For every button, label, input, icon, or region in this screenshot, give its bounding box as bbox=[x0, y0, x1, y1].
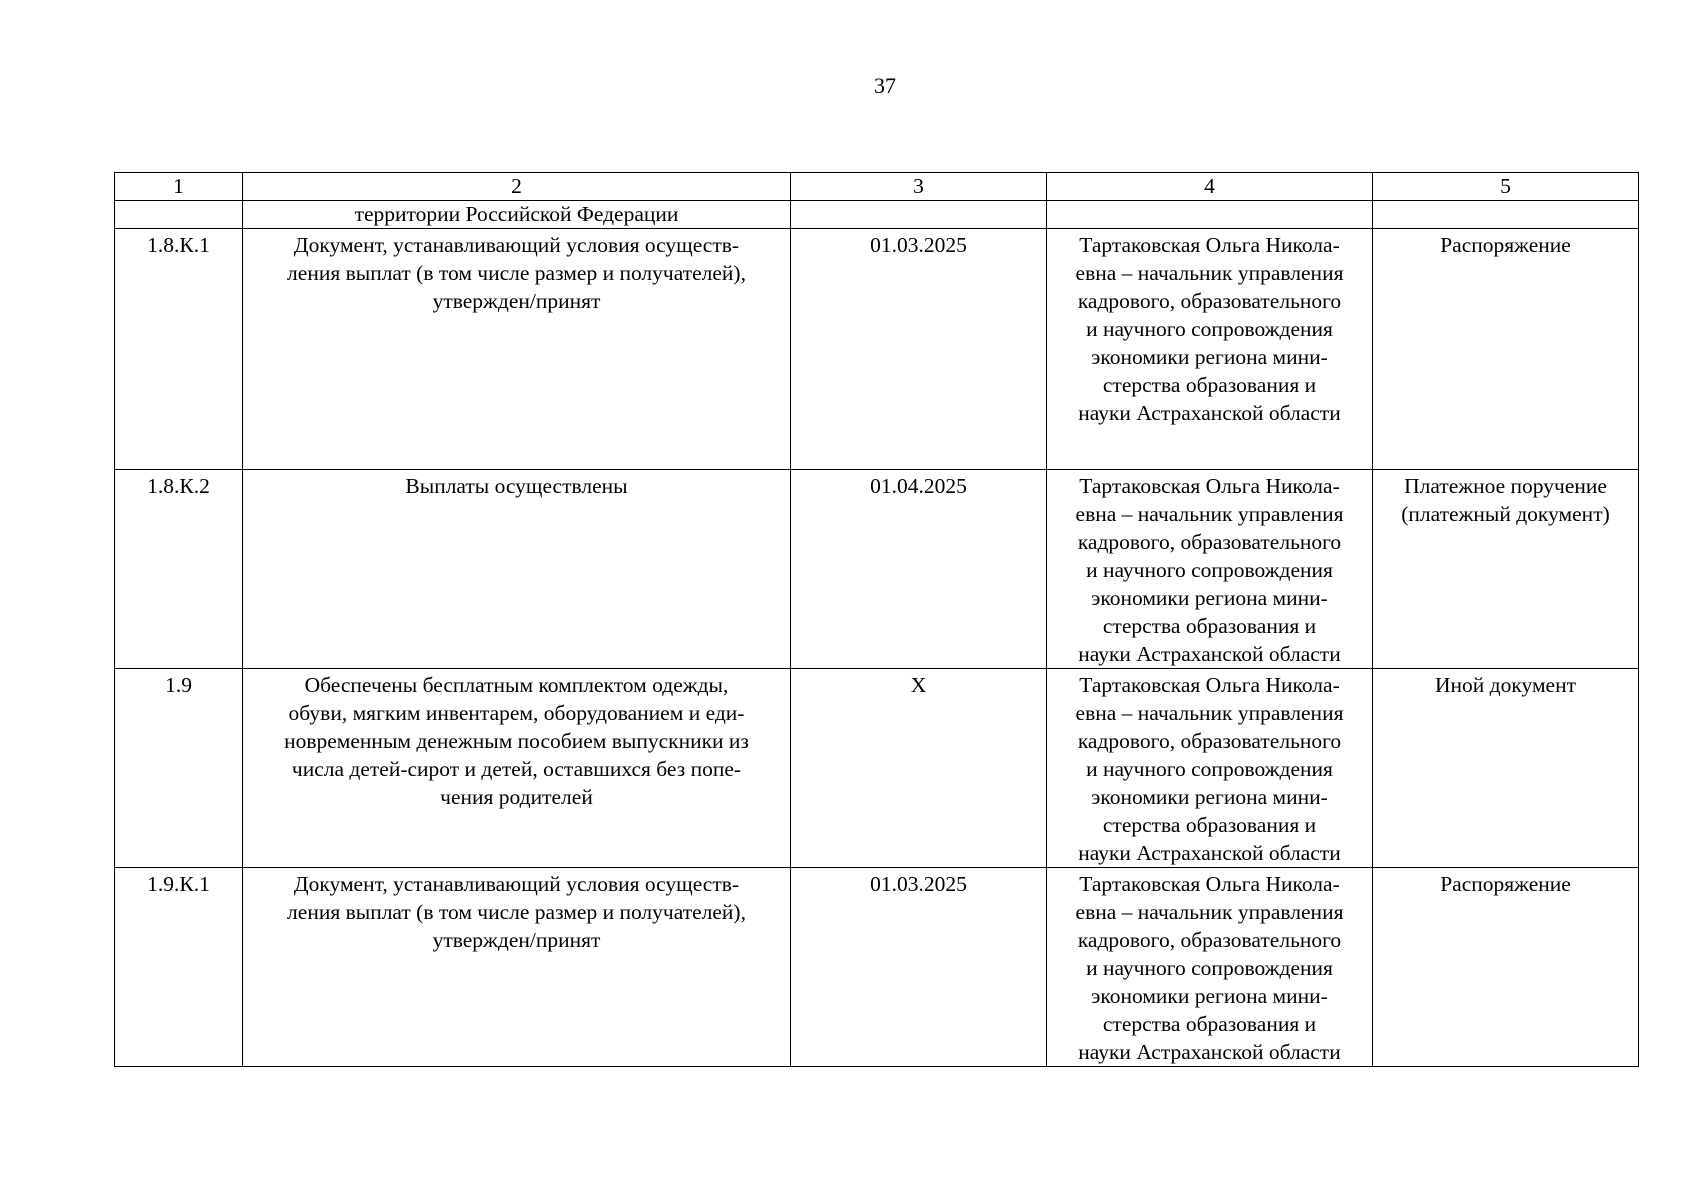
row-date-text: X bbox=[910, 673, 927, 697]
row-description bbox=[243, 229, 791, 470]
page-number: 37 bbox=[874, 73, 896, 98]
row-description bbox=[243, 669, 791, 868]
row-document-text: Платежное поручение (платежный документ) bbox=[1401, 474, 1610, 526]
table-row bbox=[115, 229, 1639, 470]
row-responsible bbox=[1047, 868, 1373, 1067]
row-date bbox=[791, 470, 1047, 669]
table-row bbox=[115, 868, 1639, 1067]
row-date bbox=[791, 669, 1047, 868]
control-points-table bbox=[114, 172, 1639, 1067]
row-date bbox=[791, 229, 1047, 470]
row-responsible bbox=[1047, 470, 1373, 669]
row-description bbox=[243, 470, 791, 669]
row-responsible-text: Тартаковская Ольга Никола- евна – начальник управления кадрового, образовательного и научного сопровождения экономики региона мини- стерства образования и науки Астраханской области bbox=[1075, 872, 1344, 1064]
table-row bbox=[115, 470, 1639, 669]
column-number-2: 2 bbox=[243, 173, 791, 201]
row-responsible-text: Тартаковская Ольга Никола- евна – начальник управления кадрового, образовательного и научного сопровождения экономики региона мини- стерства образования и науки Астраханской области bbox=[1075, 233, 1344, 425]
row-code-text: 1.8.К.1 bbox=[147, 233, 210, 257]
continuation-description: территории Российской Федерации bbox=[243, 201, 791, 229]
row-description-text: Документ, устанавливающий условия осуществ- ления выплат (в том числе размер и получателей), утвержден/принят bbox=[287, 233, 746, 313]
row-description-text: Выплаты осуществлены bbox=[405, 474, 628, 498]
continuation-date bbox=[791, 201, 1047, 229]
row-code-text: 1.9 bbox=[165, 673, 192, 697]
row-date-text: 01.03.2025 bbox=[870, 233, 967, 257]
row-code bbox=[115, 229, 243, 470]
column-number-1: 1 bbox=[115, 173, 243, 201]
row-responsible bbox=[1047, 229, 1373, 470]
row-document bbox=[1373, 229, 1639, 470]
row-description-text: Обеспечены бесплатным комплектом одежды, обуви, мягким инвентарем, оборудованием и еди- новременным денежным пособием выпускники из числа детей-сирот и детей, оставшихся без попе- чения родителей bbox=[284, 673, 749, 809]
continuation-code bbox=[115, 201, 243, 229]
row-document bbox=[1373, 868, 1639, 1067]
row-date bbox=[791, 868, 1047, 1067]
row-document-text: Распоряжение bbox=[1440, 872, 1571, 896]
row-code bbox=[115, 868, 243, 1067]
row-code bbox=[115, 669, 243, 868]
continuation-row bbox=[115, 201, 1639, 229]
table-row bbox=[115, 669, 1639, 868]
column-number-4: 4 bbox=[1047, 173, 1373, 201]
row-code-text: 1.8.К.2 bbox=[147, 474, 210, 498]
row-code bbox=[115, 470, 243, 669]
row-date-text: 01.04.2025 bbox=[870, 474, 967, 498]
row-document bbox=[1373, 669, 1639, 868]
column-number-3: 3 bbox=[791, 173, 1047, 201]
row-description-text: Документ, устанавливающий условия осуществ- ления выплат (в том числе размер и получателей), утвержден/принят bbox=[287, 872, 746, 952]
row-code-text: 1.9.К.1 bbox=[147, 872, 210, 896]
row-responsible bbox=[1047, 669, 1373, 868]
row-description bbox=[243, 868, 791, 1067]
row-document-text: Распоряжение bbox=[1440, 233, 1571, 257]
table-header-row bbox=[115, 173, 1639, 201]
row-responsible-text: Тартаковская Ольга Никола- евна – начальник управления кадрового, образовательного и научного сопровождения экономики региона мини- стерства образования и науки Астраханской области bbox=[1075, 673, 1344, 865]
row-document-text: Иной документ bbox=[1434, 673, 1576, 697]
row-responsible-text: Тартаковская Ольга Никола- евна – начальник управления кадрового, образовательного и научного сопровождения экономики региона мини- стерства образования и науки Астраханской области bbox=[1075, 474, 1344, 666]
row-date-text: 01.03.2025 bbox=[870, 872, 967, 896]
row-document bbox=[1373, 470, 1639, 669]
column-number-5: 5 bbox=[1373, 173, 1639, 201]
continuation-document bbox=[1373, 201, 1639, 229]
continuation-responsible bbox=[1047, 201, 1373, 229]
